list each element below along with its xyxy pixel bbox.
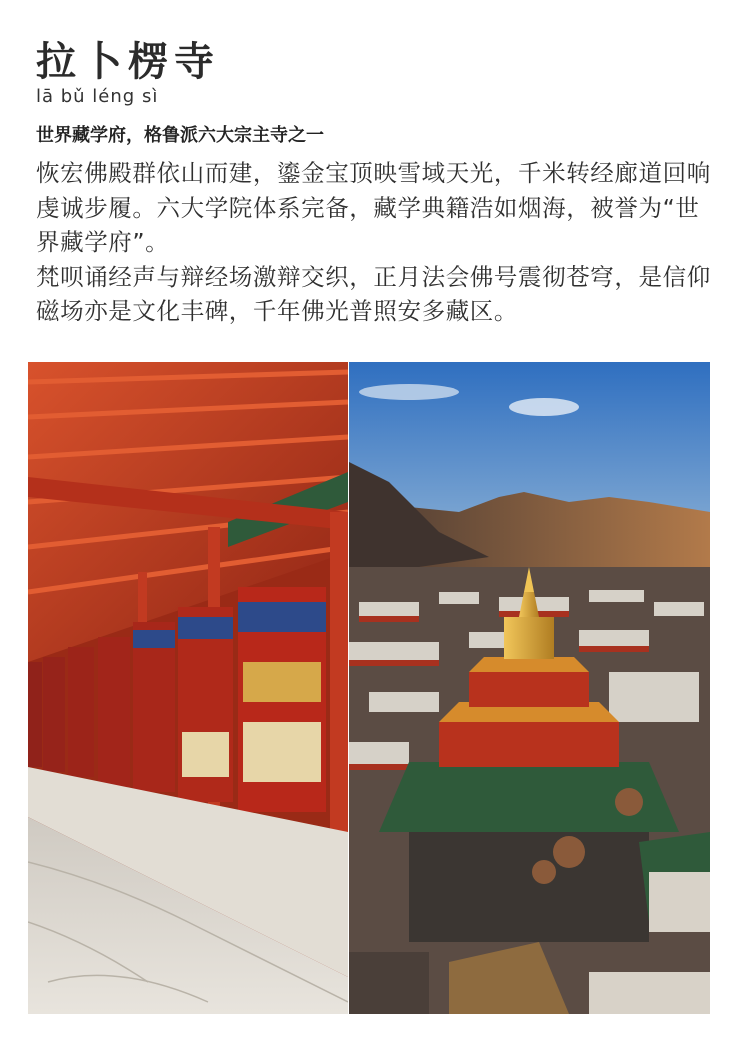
page-title: 拉卜楞寺 [36,39,220,85]
description [36,156,716,329]
description-paragraph: 梵呗诵经声与辩经场激辩交织，正月法会佛号震彻苍穹，是信仰磁场亦是文化丰碑，千年佛光普照安多藏区。 [36,262,711,325]
title-pinyin: lā bǔ léng sì [36,86,159,107]
monastery-aerial-photo [349,362,710,1014]
description-paragraph: 恢宏佛殿群依山而建，鎏金宝顶映雪域天光，千米转经廊道回响虔诚步履。六大学院体系完备，藏学典籍浩如烟海，被誉为“世界藏学府”。 [36,159,711,256]
subtitle: 世界藏学府，格鲁派六大宗主寺之一 [36,125,324,146]
prayer-wheel-corridor-photo [28,362,348,1014]
